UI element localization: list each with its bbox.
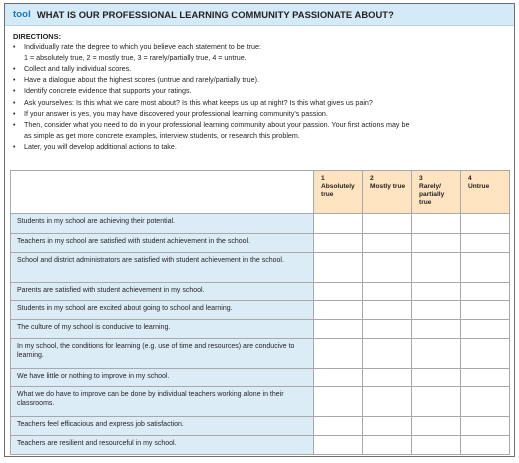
direction-text: Identify concrete evidence that supports your ratings. (24, 87, 192, 96)
rating-cell-1[interactable] (314, 339, 363, 369)
rating-cell-4[interactable] (461, 253, 510, 283)
statement-cell: Teachers are resilient and resourceful in my school. (11, 436, 314, 455)
statement-header-cell (11, 171, 314, 214)
rating-cell-4[interactable] (461, 214, 510, 234)
tool-tag: tool (13, 9, 31, 20)
direction-continuation: 1 = absolutely true, 2 = mostly true, 3 = rarely/partially true, 4 = untrue. (24, 54, 247, 63)
rating-cell-3[interactable] (412, 369, 461, 387)
rating-cell-1[interactable] (314, 436, 363, 455)
directions-section (5, 26, 514, 153)
direction-text: Then, consider what you need to do in your professional learning community about your passion. Your first actions may be (24, 120, 410, 129)
rating-header-row (11, 171, 510, 214)
statement-cell: In my school, the conditions for learning (e.g. use of time and resources) are conducive to learning. (11, 339, 314, 369)
rating-cell-3[interactable] (412, 214, 461, 234)
rating-header-4 (461, 171, 510, 214)
bullet-marker: • (13, 143, 16, 151)
rating-cell-1[interactable] (314, 234, 363, 253)
rating-cell-4[interactable] (461, 339, 510, 369)
directions-list (13, 42, 506, 153)
rating-number: 2 (370, 175, 374, 182)
bullet-marker: • (13, 77, 16, 85)
rating-header-1 (314, 171, 363, 214)
rating-cell-1[interactable] (314, 417, 363, 436)
rating-cell-2[interactable] (363, 283, 412, 301)
rating-cell-4[interactable] (461, 417, 510, 436)
direction-continuation: as simple as get more concrete examples, interview students, or research this problem. (24, 131, 300, 140)
rating-label: Untrue (468, 183, 490, 190)
rating-cell-2[interactable] (363, 253, 412, 283)
rating-cell-3[interactable] (412, 253, 461, 283)
rating-cell-1[interactable] (314, 301, 363, 320)
table-row (11, 436, 510, 455)
bullet-marker: • (13, 110, 16, 118)
page-title: WHAT IS OUR PROFESSIONAL LEARNING COMMUNITY PASSIONATE ABOUT? (36, 9, 394, 20)
directions-heading: DIRECTIONS: (13, 32, 62, 41)
table-row (11, 253, 510, 283)
rating-cell-4[interactable] (461, 369, 510, 387)
rating-cell-2[interactable] (363, 387, 412, 417)
rating-label: Mostly true (370, 183, 406, 190)
rating-cell-4[interactable] (461, 320, 510, 339)
rating-table-body (11, 214, 510, 455)
table-row (11, 234, 510, 253)
rating-cell-4[interactable] (461, 436, 510, 455)
rating-cell-1[interactable] (314, 283, 363, 301)
rating-cell-3[interactable] (412, 283, 461, 301)
rating-label: Absolutely true (321, 183, 355, 198)
table-row (11, 369, 510, 387)
rating-cell-3[interactable] (412, 417, 461, 436)
rating-table (10, 170, 510, 455)
title-band (5, 4, 514, 26)
rating-header-3 (412, 171, 461, 214)
statement-cell: Parents are satisfied with student achievement in my school. (11, 283, 314, 301)
direction-item (13, 98, 506, 109)
rating-header-2 (363, 171, 412, 214)
table-row (11, 387, 510, 417)
rating-cell-2[interactable] (363, 301, 412, 320)
rating-cell-4[interactable] (461, 234, 510, 253)
direction-item (13, 142, 506, 153)
rating-cell-4[interactable] (461, 301, 510, 320)
bullet-marker: • (13, 44, 16, 52)
direction-item (13, 42, 506, 64)
bullet-marker: • (13, 121, 16, 129)
rating-cell-1[interactable] (314, 320, 363, 339)
table-row (11, 417, 510, 436)
rating-cell-2[interactable] (363, 436, 412, 455)
rating-number: 3 (419, 175, 423, 182)
direction-text: Later, you will develop additional actions to take. (24, 142, 177, 151)
rating-cell-2[interactable] (363, 320, 412, 339)
bullet-marker: • (13, 66, 16, 74)
bullet-marker: • (13, 88, 16, 96)
rating-cell-2[interactable] (363, 417, 412, 436)
table-row (11, 214, 510, 234)
rating-cell-2[interactable] (363, 369, 412, 387)
rating-cell-3[interactable] (412, 339, 461, 369)
direction-item (13, 75, 506, 86)
rating-cell-1[interactable] (314, 253, 363, 283)
statement-cell: Students in my school are excited about going to school and learning. (11, 301, 314, 320)
rating-cell-1[interactable] (314, 387, 363, 417)
rating-label: Rarely/ partially true (419, 183, 445, 206)
statement-cell: Teachers feel efficacious and express job satisfaction. (11, 417, 314, 436)
rating-cell-4[interactable] (461, 387, 510, 417)
rating-number: 1 (321, 175, 325, 182)
statement-cell: What we do have to improve can be done by individual teachers working alone in their classrooms. (11, 387, 314, 417)
table-row (11, 283, 510, 301)
rating-cell-3[interactable] (412, 301, 461, 320)
statement-cell: Students in my school are achieving their potential. (11, 214, 314, 234)
direction-text: Have a dialogue about the highest scores (untrue and rarely/partially true). (24, 76, 259, 85)
rating-cell-2[interactable] (363, 234, 412, 253)
table-row (11, 301, 510, 320)
statement-cell: Teachers in my school are satisfied with student achievement in the school. (11, 234, 314, 253)
table-row (11, 339, 510, 369)
bullet-marker: • (13, 99, 16, 107)
rating-cell-4[interactable] (461, 283, 510, 301)
rating-cell-3[interactable] (412, 320, 461, 339)
statement-cell: School and district administrators are satisfied with student achievement in the school. (11, 253, 314, 283)
rating-cell-3[interactable] (412, 436, 461, 455)
rating-cell-2[interactable] (363, 214, 412, 234)
statement-cell: We have little or nothing to improve in my school. (11, 369, 314, 387)
direction-item (13, 109, 506, 120)
rating-number: 4 (468, 175, 472, 182)
direction-item (13, 120, 506, 142)
direction-text: Ask yourselves: Is this what we care most about? Is this what keeps us up at night? Is this what gives us pain? (24, 98, 373, 107)
table-row (11, 320, 510, 339)
direction-text: If your answer is yes, you may have discovered your professional learning community’s passion. (24, 109, 328, 118)
direction-text: Collect and tally individual scores. (24, 65, 132, 74)
statement-cell: The culture of my school is conducive to learning. (11, 320, 314, 339)
worksheet-page (4, 3, 515, 457)
rating-cell-2[interactable] (363, 339, 412, 369)
direction-text: Individually rate the degree to which you believe each statement to be true: (24, 43, 261, 52)
rating-cell-3[interactable] (412, 234, 461, 253)
direction-item (13, 64, 506, 75)
direction-item (13, 86, 506, 97)
rating-cell-1[interactable] (314, 214, 363, 234)
rating-cell-1[interactable] (314, 369, 363, 387)
rating-cell-3[interactable] (412, 387, 461, 417)
